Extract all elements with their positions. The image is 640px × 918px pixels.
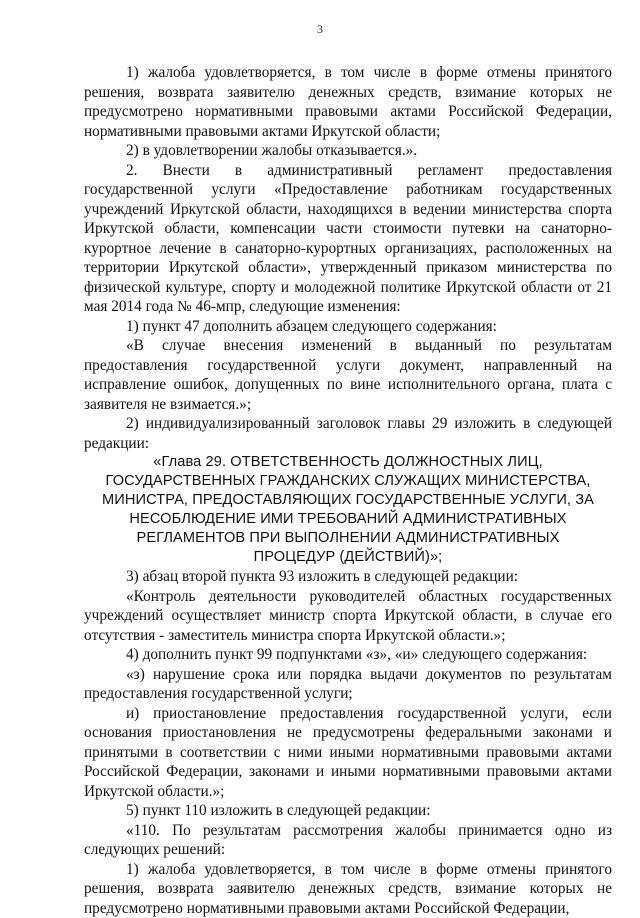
document-body bbox=[84, 63, 612, 918]
paragraph-item-3-text: «Контроль деятельности руководителей областных государственных учреждений осуществляет министр спорта Иркутской области, в случае его отсутствия - заместитель министра спорта Иркутской области.»; bbox=[84, 587, 612, 646]
paragraph-subitem-z: «з) нарушение срока или порядка выдачи документов по результатам предоставления государственной услуги; bbox=[84, 665, 612, 704]
paragraph-item-1: 1) пункт 47 дополнить абзацем следующего содержания: bbox=[84, 317, 612, 337]
paragraph-amend-regulation: 2. Внести в административный регламент предоставления государственной услуги «Предоставление работникам государственных учреждений Иркутской области, находящихся в ведении министерства спорта Иркутской области, компенсации части стоимости путевки на санаторно-курортное лечение в санаторно-курортных организациях, расположенных на территории Иркутской области», утвержденный приказом министерства по физической культуре, спорту и молодежной политике Иркутской области от 21 мая 2014 года № 46-мпр, следующие изменения: bbox=[84, 161, 612, 317]
heading-line: ПРОЦЕДУР (ДЕЙСТВИЙ)»; bbox=[84, 548, 612, 567]
heading-line: МИНИСТРА, ПРЕДОСТАВЛЯЮЩИХ ГОСУДАРСТВЕННЫЕ УСЛУГИ, ЗА bbox=[84, 491, 612, 510]
paragraph-item-110: «110. По результатам рассмотрения жалобы принимается одно из следующих решений: bbox=[84, 821, 612, 860]
heading-line: ГОСУДАРСТВЕННЫХ ГРАЖДАНСКИХ СЛУЖАЩИХ МИНИСТЕРСТВА, bbox=[84, 472, 612, 491]
heading-line: РЕГЛАМЕНТОВ ПРИ ВЫПОЛНЕНИИ АДМИНИСТРАТИВНЫХ bbox=[84, 529, 612, 548]
heading-line: НЕСОБЛЮДЕНИЕ ИМИ ТРЕБОВАНИЙ АДМИНИСТРАТИВНЫХ bbox=[84, 510, 612, 529]
paragraph-item-5: 5) пункт 110 изложить в следующей редакции: bbox=[84, 801, 612, 821]
paragraph-item-3: 3) абзац второй пункта 93 изложить в следующей редакции: bbox=[84, 567, 612, 587]
heading-line: «Глава 29. ОТВЕТСТВЕННОСТЬ ДОЛЖНОСТНЫХ ЛИЦ, bbox=[84, 453, 612, 472]
paragraph-item-1-text: «В случае внесения изменений в выданный по результатам предоставления государственной услуги документ, направленный на исправление ошибок, допущенных по вине исполнительного органа, плата с заявителя не взимается.»; bbox=[84, 336, 612, 414]
paragraph-item-4: 4) дополнить пункт 99 подпунктами «з», «и» следующего содержания: bbox=[84, 645, 612, 665]
page-number: 3 bbox=[0, 22, 640, 37]
paragraph-decision-1: 1) жалоба удовлетворяется, в том числе в форме отмены принятого решения, возврата заявителю денежных средств, взимание которых не предусмотрено нормативными правовыми актами Российской Федерации, bbox=[84, 860, 612, 918]
paragraph-item-2: 2) индивидуализированный заголовок главы 29 изложить в следующей редакции: bbox=[84, 414, 612, 453]
chapter-29-heading bbox=[84, 453, 612, 567]
paragraph-complaint-rejected: 2) в удовлетворении жалобы отказывается.». bbox=[84, 141, 612, 161]
paragraph-subitem-i: и) приостановление предоставления государственной услуги, если основания приостановления не предусмотрены федеральными законами и принятыми в соответствии с ними иными нормативными правовыми актами Российской Федерации, законами и иными нормативными правовыми актами Иркутской области.»; bbox=[84, 704, 612, 802]
paragraph-complaint-satisfied: 1) жалоба удовлетворяется, в том числе в форме отмены принятого решения, возврата заявителю денежных средств, взимание которых не предусмотрено нормативными правовыми актами Российской Федерации, нормативными правовыми актами Иркутской области; bbox=[84, 63, 612, 141]
